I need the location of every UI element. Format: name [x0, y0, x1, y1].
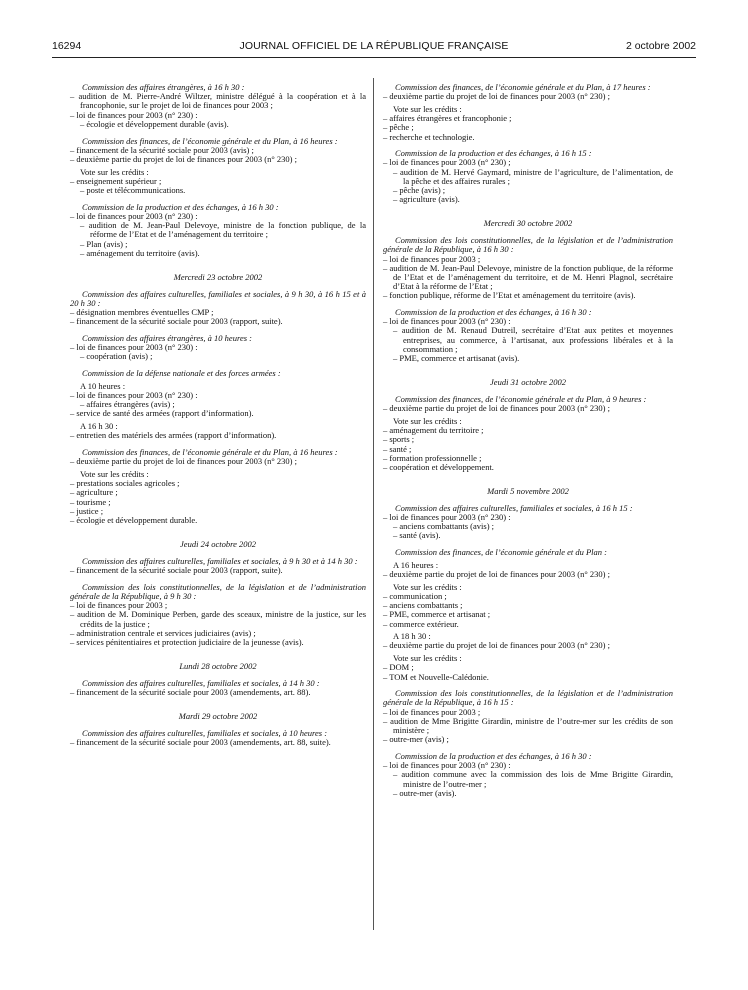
- page-number: 16294: [52, 40, 82, 52]
- agenda-item: – santé ;: [383, 443, 412, 454]
- agenda-item: – financement de la sécurité sociale pour 2003 (rapport, suite).: [70, 565, 283, 576]
- agenda-subitem: – écologie et développement durable (avis).: [80, 118, 229, 129]
- agenda-item: – deuxième partie du projet de loi de finances pour 2003 (n° 230) ;: [383, 569, 610, 580]
- agenda-item: – audition de M. Jean-Paul Delevoye, ministre de la fonction publique, de la réforme de l’Etat et de l’aménagement du territoire, et de M. Henri Plagnol, secrétaire d’Etat à la réforme de l’Etat ;: [383, 262, 673, 292]
- agenda-subitem: – audition de M. Renaud Dutreil, secrétaire d’Etat aux petites et moyennes entreprises, au commerce, à l’artisanat, aux professions libérales et à la consommation ;: [393, 325, 673, 354]
- agenda-subitem: – affaires étrangères (avis) ;: [80, 399, 175, 410]
- header-rule: [52, 57, 696, 58]
- agenda-subitem: – audition commune avec la commission des lois de Mme Brigitte Girardin, ministre de l’outre-mer ;: [393, 769, 673, 789]
- agenda-item: – justice ;: [70, 505, 104, 516]
- committee-heading: Commission de la production et des échanges, à 16 h 30 :: [82, 201, 279, 212]
- agenda-item: – TOM et Nouvelle-Calédonie.: [383, 671, 489, 682]
- agenda-item: – prestations sociales agricoles ;: [70, 478, 180, 489]
- agenda-item: – loi de finances pour 2003 ;: [383, 706, 481, 717]
- agenda-item: – audition de Mme Brigitte Girardin, ministre de l’outre-mer sur les crédits de son ministère ;: [383, 715, 673, 736]
- agenda-item: – loi de finances pour 2003 (n° 230) :: [70, 389, 198, 400]
- agenda-item: – pêche ;: [383, 122, 414, 133]
- agenda-item: – écologie et développement durable.: [70, 514, 198, 525]
- agenda-item: – deuxième partie du projet de loi de finances pour 2003 (n° 230) ;: [70, 153, 297, 164]
- agenda-subitem: – audition de M. Hervé Gaymard, ministre de l’agriculture, de l’alimentation, de la pêche et des affaires rurales ;: [393, 166, 673, 186]
- agenda-subitem: – aménagement du territoire (avis).: [80, 247, 200, 258]
- agenda-item: – loi de finances pour 2003 (n° 230) :: [383, 512, 511, 523]
- agenda-item: – fonction publique, réforme de l’Etat et aménagement du territoire (avis).: [383, 290, 636, 301]
- agenda-item: – tourisme ;: [70, 496, 111, 507]
- agenda-item: – loi de finances pour 2003 (n° 230) ;: [383, 157, 511, 168]
- agenda-item: – formation professionnelle ;: [383, 452, 482, 463]
- agenda-item: – loi de finances pour 2003 (n° 230) :: [70, 109, 198, 120]
- agenda-label: A 10 heures :: [80, 380, 126, 391]
- right-column: [383, 83, 673, 798]
- left-column: [70, 83, 366, 747]
- agenda-item: – deuxième partie du projet de loi de finances pour 2003 (n° 230) ;: [383, 403, 610, 414]
- agenda-label: A 16 heures :: [393, 559, 439, 570]
- date-heading: Jeudi 24 octobre 2002: [180, 539, 256, 550]
- agenda-item: – administration centrale et services judiciaires (avis) ;: [70, 627, 256, 638]
- committee-heading: Commission des lois constitutionnelles, de la législation et de l’administration générale de la République, à 16 h 30 :: [383, 235, 673, 255]
- agenda-item: – commerce extérieur.: [383, 618, 459, 629]
- agenda-item: – sports ;: [383, 434, 415, 445]
- agenda-item: – deuxième partie du projet de loi de finances pour 2003 (n° 230) ;: [383, 91, 610, 102]
- agenda-subitem: – pêche (avis) ;: [393, 185, 446, 196]
- agenda-item: – audition de M. Dominique Perben, garde des sceaux, ministre de la justice, sur les crédits de la justice ;: [70, 609, 366, 629]
- agenda-item: – audition de M. Pierre-André Wiltzer, ministre délégué à la coopération et à la francophonie, sur le projet de loi de finances pour 2003 ;: [70, 91, 366, 111]
- agenda-item: – financement de la sécurité sociale pour 2003 (amendements, art. 88, suite).: [70, 737, 331, 748]
- agenda-subitem: – PME, commerce et artisanat (avis).: [393, 353, 520, 364]
- date-heading: Mercredi 30 octobre 2002: [483, 218, 573, 229]
- agenda-label: A 16 h 30 :: [80, 421, 118, 432]
- committee-heading: Commission des affaires culturelles, familiales et sociales, à 9 h 30 et à 14 h 30 :: [82, 555, 358, 566]
- agenda-item: – financement de la sécurité sociale pour 2003 (avis) ;: [70, 144, 254, 155]
- agenda-item: – service de santé des armées (rapport d’information).: [70, 408, 254, 419]
- column-divider: [373, 78, 374, 930]
- agenda-item: – loi de finances pour 2003 (n° 230) :: [70, 342, 198, 353]
- agenda-subitem: – poste et télécommunications.: [80, 185, 186, 196]
- committee-heading: Commission de la production et des échanges, à 16 h 30 :: [395, 750, 592, 761]
- agenda-item: – recherche et technologie.: [383, 131, 475, 142]
- date-heading: Mardi 5 novembre 2002: [487, 486, 569, 497]
- committee-heading: Commission des finances, de l’économie générale et du Plan, à 9 heures :: [395, 393, 647, 404]
- agenda-subitem: – coopération (avis) ;: [80, 351, 153, 362]
- agenda-item: – agriculture ;: [70, 487, 118, 498]
- agenda-item: – loi de finances pour 2003 (n° 230) :: [383, 760, 511, 771]
- agenda-item: – loi de finances pour 2003 ;: [70, 600, 168, 611]
- agenda-item: – DOM ;: [383, 662, 414, 673]
- agenda-label: Vote sur les crédits :: [80, 166, 149, 177]
- agenda-item: – deuxième partie du projet de loi de finances pour 2003 (n° 230) ;: [70, 456, 297, 467]
- committee-heading: Commission des finances, de l’économie générale et du Plan, à 17 heures :: [395, 82, 651, 92]
- agenda-subitem: – agriculture (avis).: [393, 194, 460, 205]
- agenda-item: – financement de la sécurité sociale pour 2003 (amendements, art. 88).: [70, 687, 311, 698]
- agenda-item: – deuxième partie du projet de loi de finances pour 2003 (n° 230) ;: [383, 640, 610, 651]
- committee-heading: Commission des finances, de l’économie générale et du Plan, à 16 heures :: [82, 447, 338, 457]
- page-header: [52, 40, 696, 54]
- agenda-item: – loi de finances pour 2003 (n° 230) :: [70, 210, 198, 221]
- agenda-label: A 18 h 30 :: [393, 631, 431, 642]
- agenda-item: – loi de finances pour 2003 ;: [383, 253, 481, 264]
- agenda-label: Vote sur les crédits :: [80, 468, 149, 479]
- issue-date: 2 octobre 2002: [625, 40, 696, 52]
- committee-heading: Commission des finances, de l’économie générale et du Plan, à 16 heures :: [82, 135, 338, 146]
- committee-heading: Commission des affaires étrangères, à 16 h 30 :: [82, 82, 245, 92]
- committee-heading: Commission des lois constitutionnelles, de la législation et de l’administration générale de la République, à 16 h 15 :: [383, 688, 673, 708]
- committee-heading: Commission des finances, de l’économie générale et du Plan :: [395, 547, 607, 558]
- committee-heading: Commission des affaires culturelles, familiales et sociales, à 10 heures :: [82, 727, 328, 738]
- agenda-item: – services pénitentiaires et protection judiciaire de la jeunesse (avis).: [70, 636, 304, 647]
- committee-heading: Commission des affaires étrangères, à 10 heures :: [82, 332, 252, 343]
- date-heading: Mardi 29 octobre 2002: [178, 711, 258, 722]
- agenda-item: – aménagement du territoire ;: [383, 425, 484, 436]
- agenda-item: – outre-mer (avis) ;: [383, 734, 449, 745]
- agenda-item: – affaires étrangères et francophonie ;: [383, 113, 512, 124]
- committee-heading: Commission de la défense nationale et des forces armées :: [82, 368, 281, 379]
- committee-heading: Commission des affaires culturelles, familiales et sociales, à 14 h 30 :: [82, 677, 320, 688]
- agenda-item: – PME, commerce et artisanat ;: [383, 609, 491, 620]
- journal-title: JOURNAL OFFICIEL DE LA RÉPUBLIQUE FRANÇAISE: [239, 40, 509, 52]
- agenda-subitem: – Plan (avis) ;: [80, 238, 128, 249]
- agenda-label: Vote sur les crédits :: [393, 103, 462, 114]
- committee-heading: Commission des lois constitutionnelles, de la législation et de l’administration générale de la République, à 9 h 30 :: [70, 581, 366, 601]
- agenda-subitem: – santé (avis).: [393, 530, 441, 541]
- agenda-label: Vote sur les crédits :: [393, 415, 462, 426]
- date-heading: Mercredi 23 octobre 2002: [173, 271, 263, 282]
- committee-heading: Commission des affaires culturelles, familiales et sociales, à 16 h 15 :: [395, 502, 633, 513]
- agenda-subitem: – anciens combattants (avis) ;: [393, 521, 495, 532]
- agenda-item: – loi de finances pour 2003 (n° 230) :: [383, 316, 511, 327]
- agenda-item: – coopération et développement.: [383, 461, 494, 472]
- date-heading: Jeudi 31 octobre 2002: [490, 377, 566, 388]
- agenda-item: – enseignement supérieur ;: [70, 175, 162, 186]
- agenda-subitem: – audition de M. Jean-Paul Delevoye, ministre de la fonction publique, de la réforme de l’Etat et de l’aménagement du territoire ;: [80, 220, 366, 240]
- agenda-label: Vote sur les crédits :: [393, 653, 462, 664]
- agenda-label: Vote sur les crédits :: [393, 581, 462, 592]
- agenda-item: – financement de la sécurité sociale pour 2003 (rapport, suite).: [70, 316, 283, 327]
- agenda-item: – entretien des matériels des armées (rapport d’information).: [70, 430, 277, 441]
- agenda-subitem: – outre-mer (avis).: [393, 787, 457, 798]
- date-heading: Lundi 28 octobre 2002: [179, 661, 257, 672]
- agenda-item: – communication ;: [383, 590, 447, 601]
- committee-heading: Commission de la production et des échanges, à 16 h 15 :: [395, 148, 592, 159]
- committee-heading: Commission de la production et des échanges, à 16 h 30 :: [395, 307, 592, 318]
- agenda-item: – désignation membres éventuelles CMP ;: [70, 307, 214, 318]
- agenda-item: – anciens combattants ;: [383, 600, 463, 611]
- committee-heading: Commission des affaires culturelles, familiales et sociales, à 9 h 30, à 16 h 15 et à 20 h 30 :: [70, 288, 366, 308]
